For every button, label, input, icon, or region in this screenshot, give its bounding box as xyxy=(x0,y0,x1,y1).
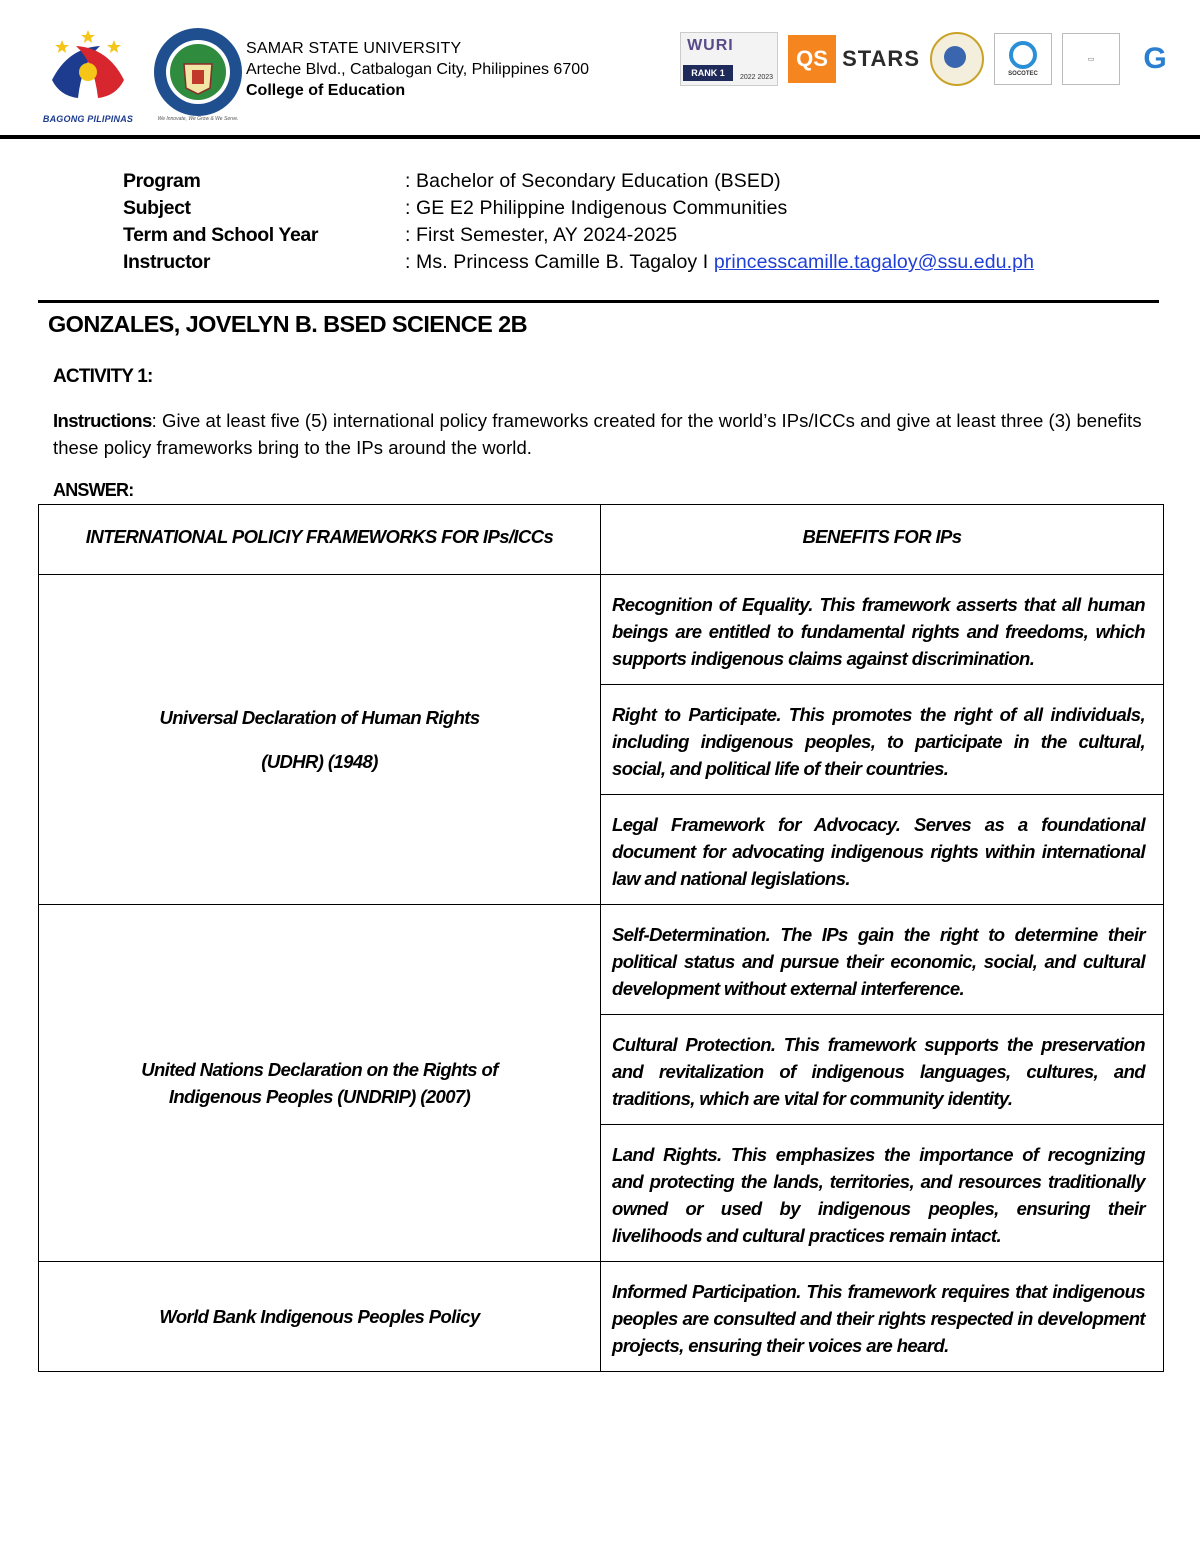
framework-name: World Bank Indigenous Peoples Policy xyxy=(159,1305,480,1327)
header-frameworks: INTERNATIONAL POLICIY FRAMEWORKS FOR IPs/ICCs xyxy=(39,505,601,575)
program-value: : Bachelor of Secondary Education (BSED) xyxy=(405,170,781,192)
instructor-label: Instructor xyxy=(123,251,211,273)
wuri-years: 2022 2023 xyxy=(739,74,774,81)
framework-name-cont: Indigenous Peoples (UNDRIP) (2007) xyxy=(168,1086,471,1107)
framework-cell xyxy=(39,1262,601,1372)
subject-value: : GE E2 Philippine Indigenous Communities xyxy=(405,197,788,219)
qs-icon: QS xyxy=(788,35,836,83)
bagong-pilipinas-logo xyxy=(34,28,142,126)
framework-name: Universal Declaration of Human Rights xyxy=(159,706,480,728)
header-benefits: BENEFITS FOR IPs xyxy=(601,505,1164,575)
bagong-pilipinas-caption: BAGONG PILIPINAS xyxy=(42,114,134,124)
wuri-badge xyxy=(680,32,778,86)
table-row xyxy=(39,905,1164,1015)
term-label: Term and School Year xyxy=(123,224,319,246)
benefit-cell: Land Rights. This emphasizes the importance of recognizing and protecting the lands, territories, and resources traditionally owned or used by indigenous peoples, ensuring their livelihoods and cultural practices remain intact. xyxy=(601,1125,1164,1262)
certification-g-icon: G xyxy=(1143,42,1167,75)
program-label: Program xyxy=(123,170,201,192)
accreditation-badges xyxy=(680,32,1180,86)
answer-table xyxy=(38,504,1164,1372)
framework-name-cont: (UDHR) (1948) xyxy=(261,750,378,772)
instructions-label: Instructions xyxy=(53,410,152,431)
table-row xyxy=(39,1262,1164,1372)
socotec-label: SOCOTEC xyxy=(1008,71,1038,77)
section-divider xyxy=(38,300,1159,303)
student-name-section: GONZALES, JOVELYN B. BSED SCIENCE 2B xyxy=(48,311,527,337)
benefit-cell: Legal Framework for Advocacy. Serves as a foundational document for advocating indigenous rights within international law and national legislations. xyxy=(601,795,1164,905)
course-info xyxy=(123,168,1034,276)
wuri-title: WURI xyxy=(687,37,734,54)
info-row-subject xyxy=(123,195,1034,222)
table-row xyxy=(39,575,1164,685)
activity-title: ACTIVITY 1: xyxy=(53,366,153,387)
ssu-seal-logo xyxy=(152,26,244,124)
info-row-program xyxy=(123,168,1034,195)
iso-certificate-icon: ▭ xyxy=(1062,33,1120,85)
answer-label: ANSWER: xyxy=(53,480,134,500)
instructor-value xyxy=(405,249,1034,276)
qs-stars-badge xyxy=(788,35,920,83)
term-value: : First Semester, AY 2024-2025 xyxy=(405,224,678,246)
letterhead xyxy=(0,0,1200,138)
socotec-icon xyxy=(1009,41,1037,69)
benefit-cell: Cultural Protection. This framework supports the preservation and revitalization of indigenous languages, cultures, and traditions, which are vital for community identity. xyxy=(601,1015,1164,1125)
instructor-email-link[interactable]: princesscamille.tagaloy@ssu.edu.ph xyxy=(713,251,1035,273)
socotec-badge xyxy=(994,33,1052,85)
framework-name: United Nations Declaration on the Rights of xyxy=(141,1059,498,1080)
header-divider xyxy=(0,135,1200,139)
ssu-seal-icon xyxy=(152,26,244,118)
instructions xyxy=(53,407,1163,461)
framework-cell xyxy=(39,575,601,905)
university-info xyxy=(246,38,589,101)
ssu-motto: We Innovate, We Grow & We Serve. xyxy=(157,116,239,122)
bagong-pilipinas-emblem-icon xyxy=(38,28,138,112)
benefit-cell: Self-Determination. The IPs gain the right to determine their political status and pursue their economic, social, and cultural development without external interference. xyxy=(601,905,1164,1015)
info-row-instructor xyxy=(123,249,1034,276)
wuri-rank: RANK 1 xyxy=(683,65,733,81)
table-header-row xyxy=(39,505,1164,575)
instructor-name: : Ms. Princess Camille B. Tagaloy I xyxy=(405,251,714,273)
subject-label: Subject xyxy=(123,197,191,219)
university-name: SAMAR STATE UNIVERSITY xyxy=(246,40,462,57)
qs-stars-label: STARS xyxy=(842,46,920,71)
benefit-cell: Right to Participate. This promotes the right of all individuals, including indigenous peoples, to participate in the cultural, social, and political life of their countries. xyxy=(601,685,1164,795)
government-seal-icon xyxy=(930,32,984,86)
university-address: Arteche Blvd., Catbalogan City, Philippines 6700 xyxy=(246,61,590,78)
benefit-cell: Recognition of Equality. This framework asserts that all human beings are entitled to fundamental rights and freedoms, which supports indigenous claims against discrimination. xyxy=(601,575,1164,685)
info-row-term xyxy=(123,222,1034,249)
framework-cell xyxy=(39,905,601,1262)
instructions-text: : Give at least five (5) international policy frameworks created for the world’s IPs/ICCs and give at least three (3) benefits these policy frameworks bring to the IPs around the world. xyxy=(53,410,1142,458)
college-name: College of Education xyxy=(246,82,406,99)
benefit-cell: Informed Participation. This framework requires that indigenous peoples are consulted and their rights respected in development projects, ensuring their voices are heard. xyxy=(601,1262,1164,1372)
